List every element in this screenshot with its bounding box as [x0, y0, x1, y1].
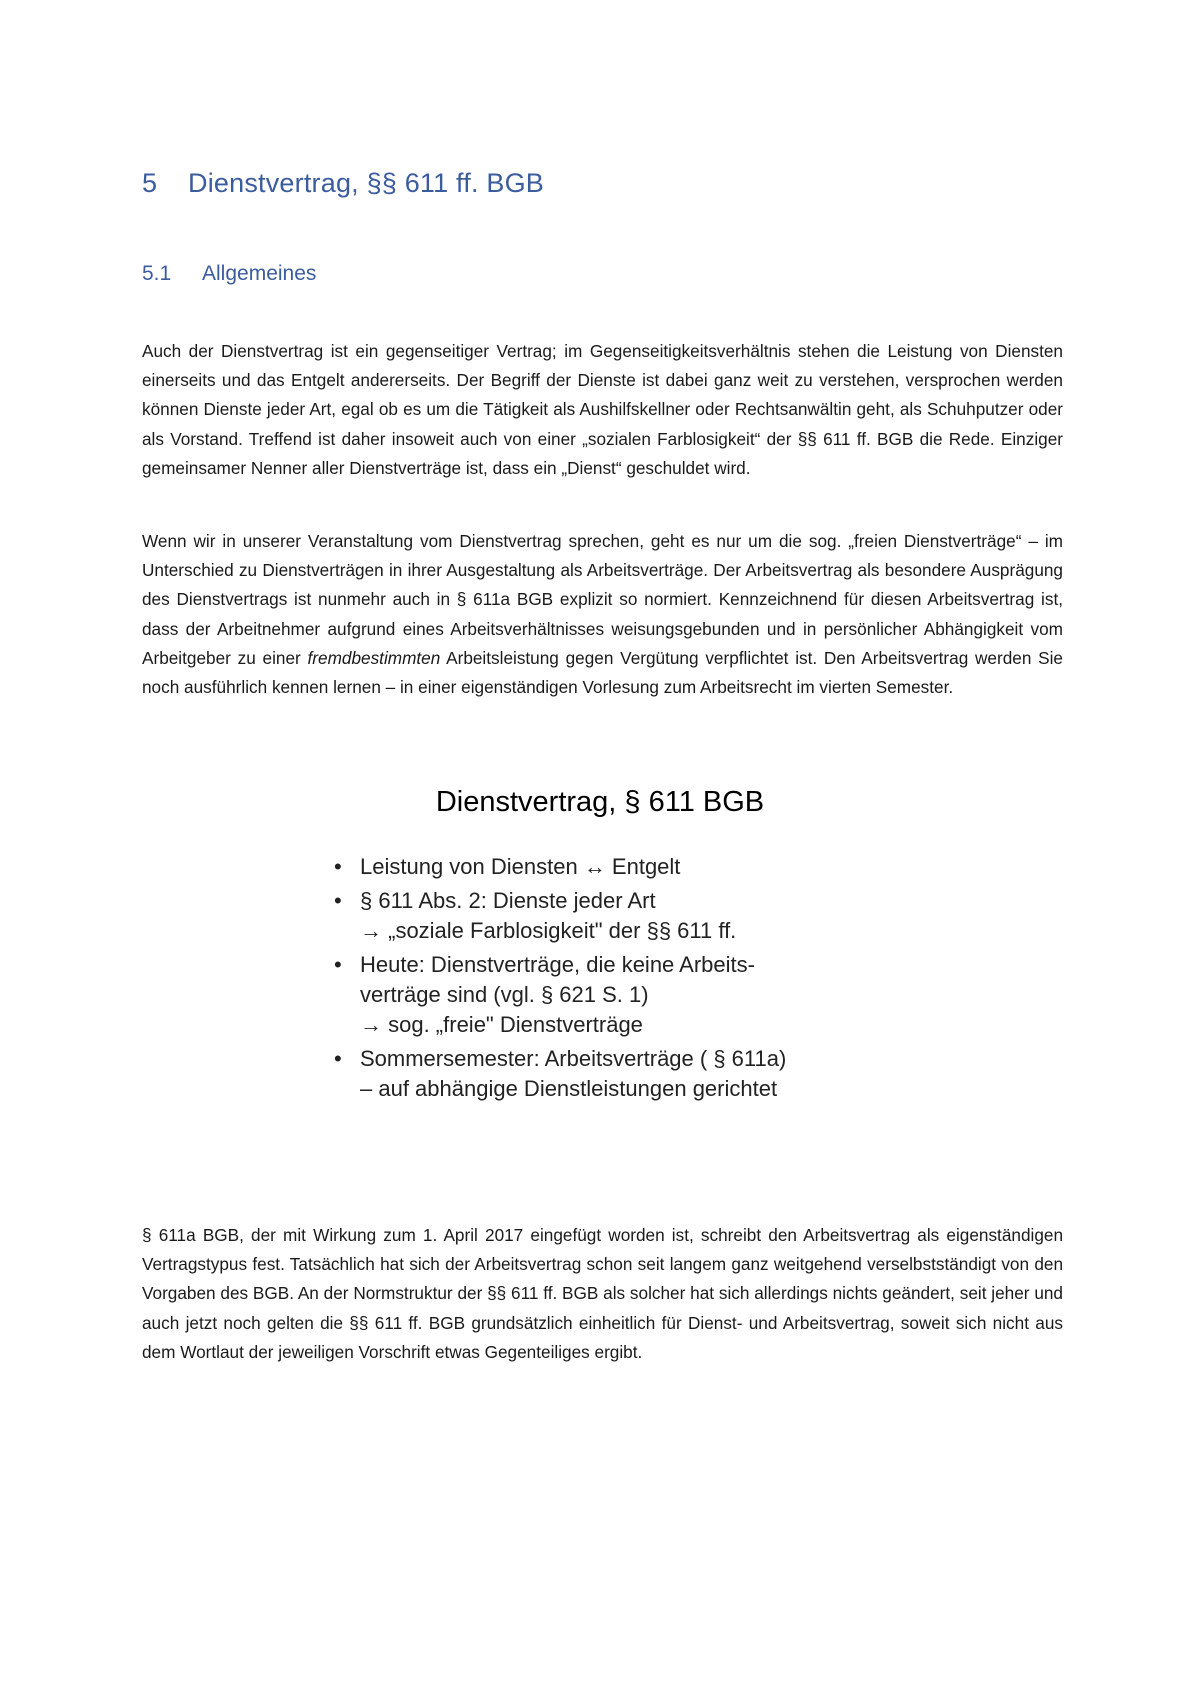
chapter-title: Dienstvertrag, §§ 611 ff. BGB: [188, 168, 544, 198]
paragraph2-text-b: Arbeitsleistung gegen Vergütung verpflichtet ist. Den Arbeitsvertrag werden Sie noch ausführlich kennen lernen – in einer eigenständigen Vorlesung zum Arbeitsrecht im vierten Semester.: [142, 647, 1063, 698]
slide-bullet-line: – auf abhängige Dienstleistungen gerichtet: [360, 1076, 778, 1101]
paragraph-free-service-contracts: [142, 527, 1063, 702]
chapter-heading: [142, 168, 544, 199]
section-title: Allgemeines: [202, 262, 317, 285]
paragraph-611a: § 611a BGB, der mit Wirkung zum 1. April 2017 eingefügt worden ist, schreibt den Arbeitsvertrag als eigenständigen Vertragstypus fest. Tatsächlich hat sich der Arbeitsvertrag schon seit langem ganz weitgehend verselbstständigt von den Vorgaben des BGB. An der Normstruktur der §§ 611 ff. BGB als solcher hat sich allerdings nichts geändert, seit jeher und auch jetzt noch gelten die §§ 611 ff. BGB grundsätzlich einheitlich für Dienst- und Arbeitsvertrag, soweit sich nicht aus dem Wortlaut der jeweiligen Vorschrift etwas Gegenteiliges ergibt.: [142, 1225, 1063, 1362]
chapter-number: 5: [142, 168, 158, 198]
bullet-marker: •: [334, 854, 342, 879]
paragraph2-text-a: Wenn wir in unserer Veranstaltung vom Dienstvertrag sprechen, geht es nur um die sog. „freien Dienstverträge“ – im Unterschied zu Dienstverträgen in ihrer Ausgestaltung als Arbeitsverträge. Der Arbeitsvertrag als besondere Ausprägung des Dienstvertrags ist nunmehr auch in § 611a BGB explizit so normiert. Kennzeichnend für diesen Arbeitsvertrag ist, dass der Arbeitnehmer aufgrund eines Arbeitsverhältnisses weisungsgebunden und in persönlicher Abhängigkeit vom Arbeitgeber zu einer: [142, 531, 1063, 668]
slide-bullet-item: [334, 950, 854, 1040]
slide-bullet-item: [334, 1044, 854, 1104]
slide-bullet-line: Sommersemester: Arbeitsverträge ( § 611a): [360, 1046, 787, 1071]
section-number: 5.1: [142, 262, 172, 285]
slide-bullet-line: § 611 Abs. 2: Dienste jeder Art: [360, 888, 656, 913]
slide-bullet-item: [334, 886, 854, 946]
bullet-marker: •: [334, 888, 342, 913]
slide-bullet-line: verträge sind (vgl. § 621 S. 1): [360, 982, 649, 1007]
bullet-marker: •: [334, 1046, 342, 1071]
slide-title: Dienstvertrag, § 611 BGB: [435, 786, 765, 818]
slide-bullet-list: [334, 852, 854, 1108]
slide-bullet-line: → sog. „freie" Dienstverträge: [360, 1012, 643, 1037]
paragraph2-italic-term: fremdbestimmten: [307, 647, 441, 668]
slide-bullet-line: → „soziale Farblosigkeit" der §§ 611 ff.: [360, 918, 737, 943]
bullet-marker: •: [334, 952, 342, 977]
slide-bullet-line: Heute: Dienstverträge, die keine Arbeits-: [360, 952, 755, 977]
slide-bullet-line: Leistung von Diensten ↔ Entgelt: [360, 854, 681, 879]
slide-bullet-item: [334, 852, 854, 882]
section-heading: [142, 262, 316, 286]
paragraph-intro: Auch der Dienstvertrag ist ein gegenseitiger Vertrag; im Gegenseitigkeitsverhältnis stehen die Leistung von Diensten einerseits und das Entgelt andererseits. Der Begriff der Dienste ist dabei ganz weit zu verstehen, versprochen werden können Dienste jeder Art, egal ob es um die Tätigkeit als Aushilfskellner oder Rechtsanwältin geht, als Schuhputzer oder als Vorstand. Treffend ist daher insoweit auch von einer „sozialen Farblosigkeit“ der §§ 611 ff. BGB die Rede. Einziger gemeinsamer Nenner aller Dienstverträge ist, dass ein „Dienst“ geschuldet wird.: [142, 341, 1063, 478]
